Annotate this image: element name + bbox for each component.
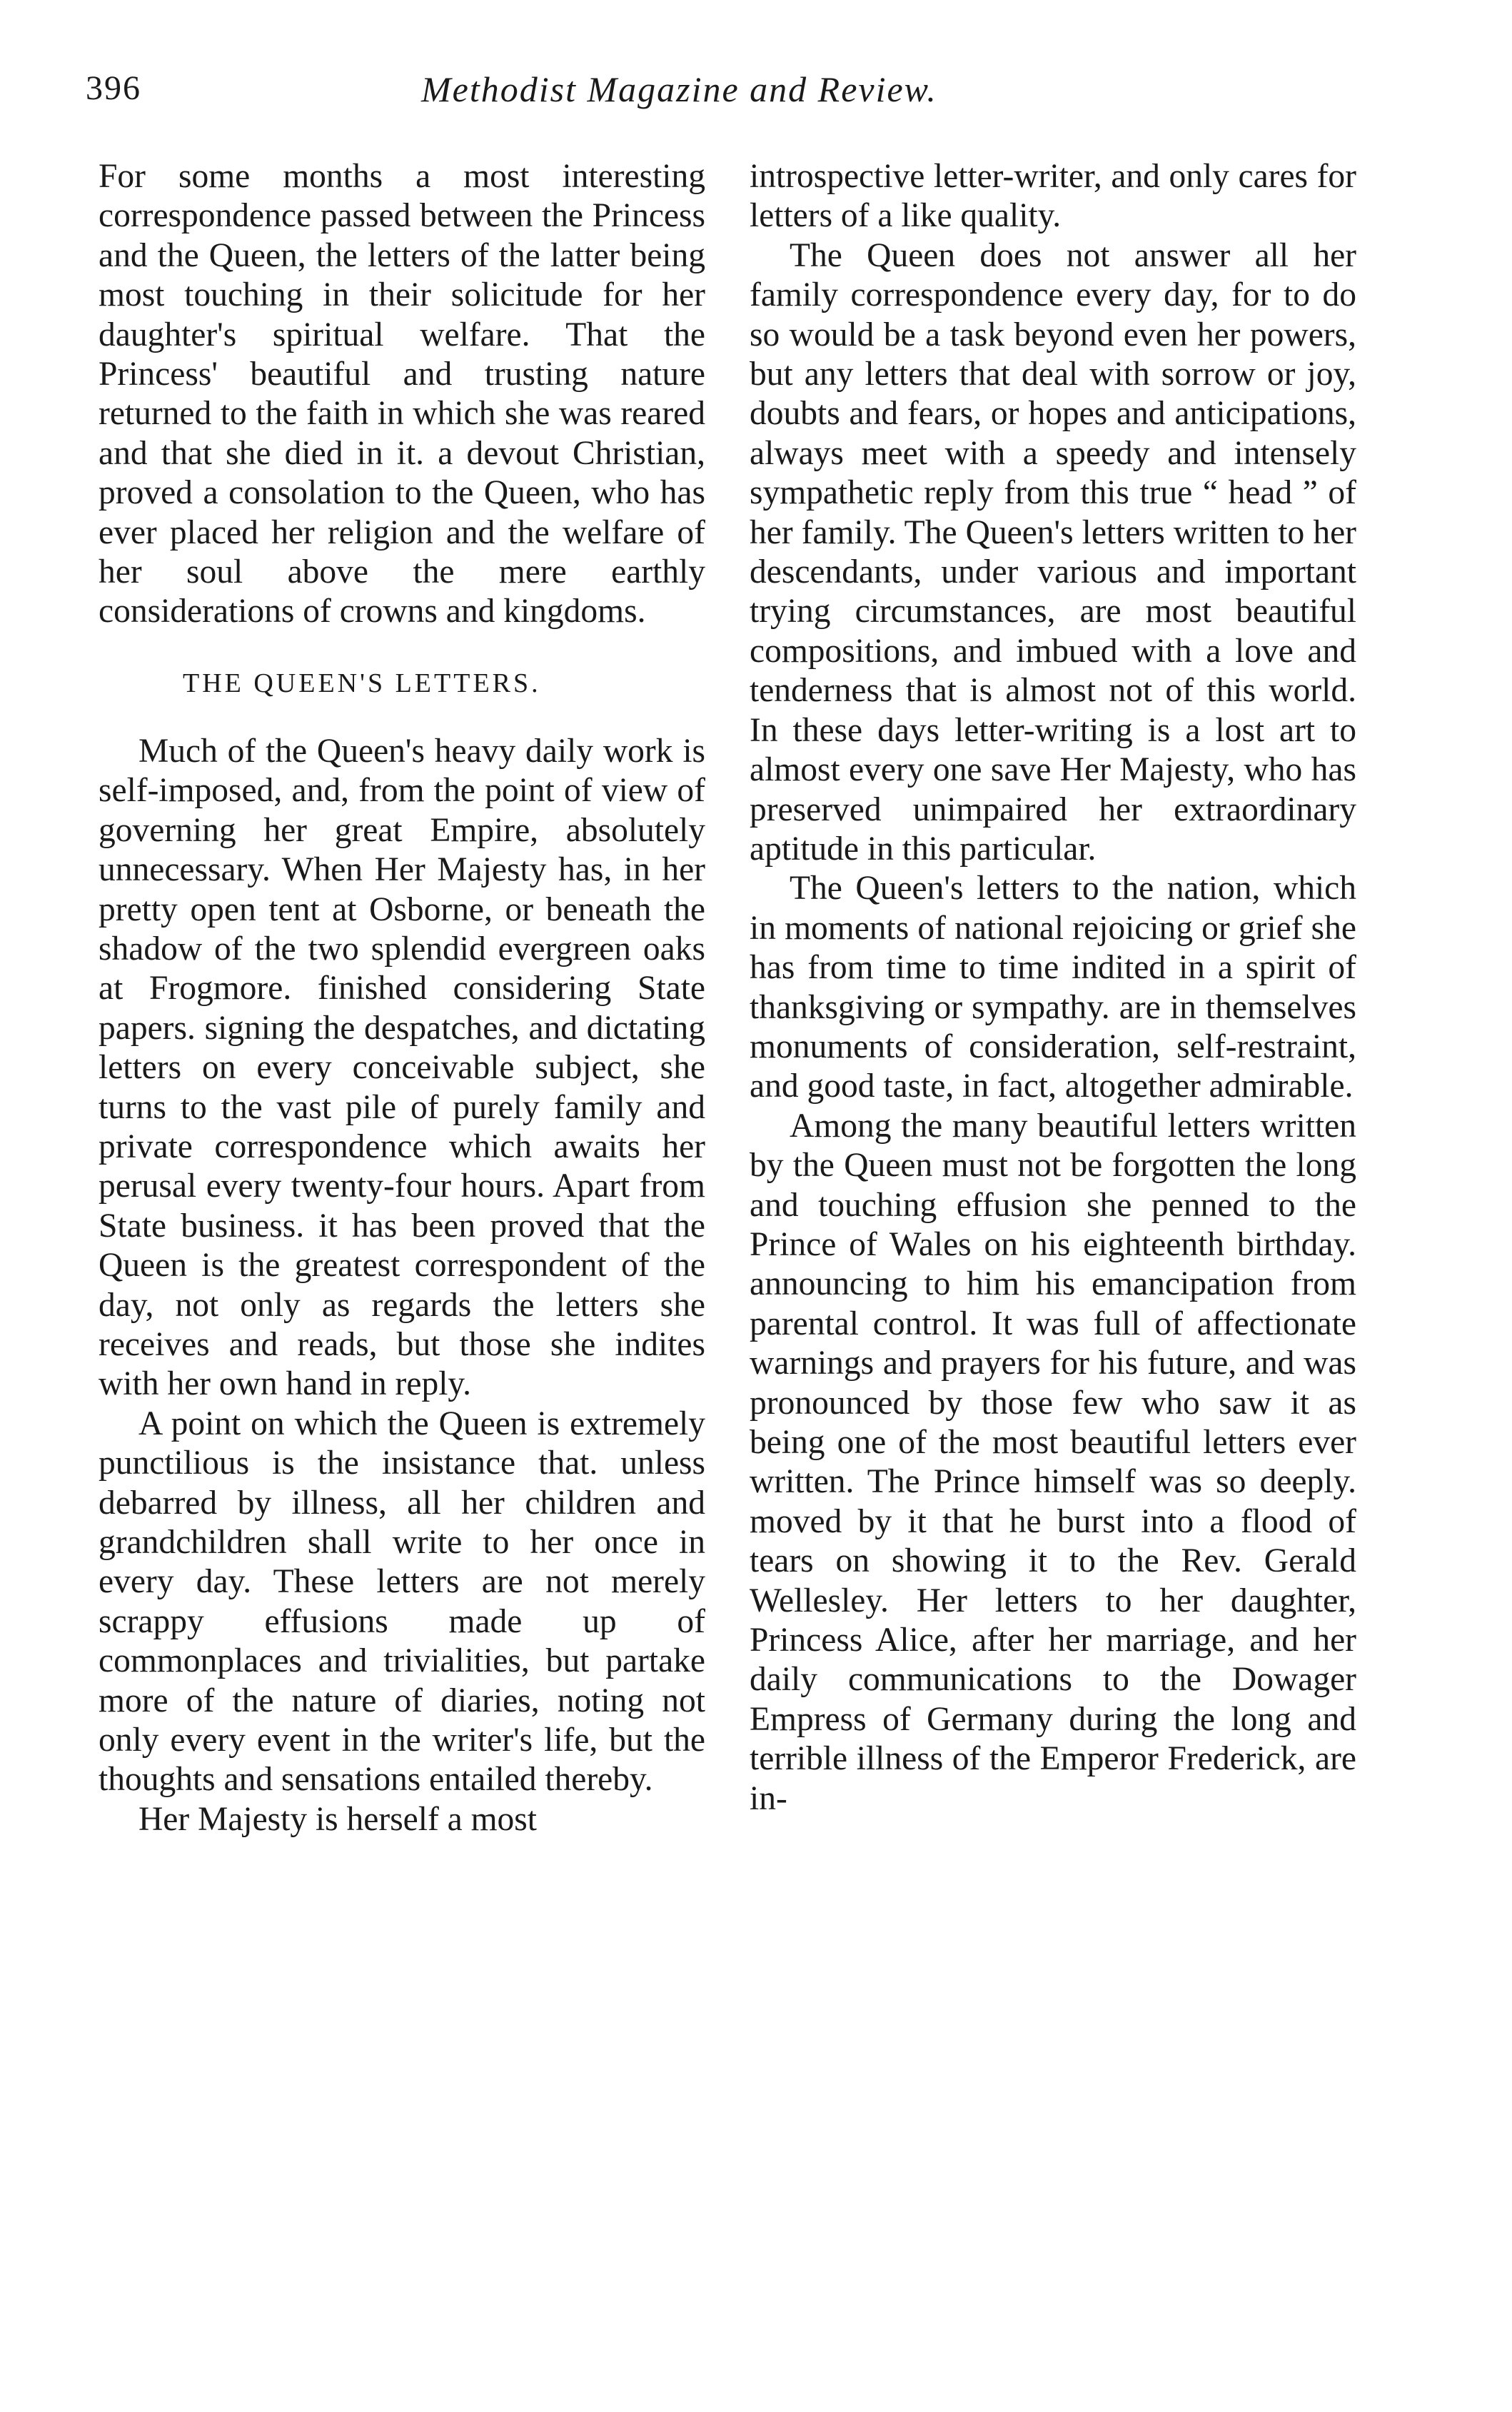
page-number: 396 [86,69,141,107]
right-column [750,157,1356,1819]
paragraph: A point on which the Queen is extremely punctilious is the insistance that. unless debarred by illness, all her children and grandchildren shall write to her once in every day. These letters are not merely scrappy effusions made up of commonplaces and trivialities, but partake more of the nature of diaries, noting not only every event in the writer's life, but the thoughts and sensations entailed thereby. [99,1405,705,1799]
left-column [99,157,705,1839]
paragraph: Among the many beautiful letters written by the Queen must not be forgotten the long and touching effusion she penned to the Prince of Wales on his eighteenth birthday. announcing to him his emancipation from parental control. It was full of affectionate warnings and prayers for his future, and was pronounced by those few who saw it as being one of the most beautiful letters ever written. The Prince himself was so deeply. moved by it that he burst into a flood of tears on showing it to the Rev. Gerald Wellesley. Her letters to her daughter, Princess Alice, after her marriage, and her daily communications to the Dowager Empress of Germany during the long and terrible illness of the Emperor Frederick, are in- [750,1107,1356,1817]
paragraph: Her Majesty is herself a most [138,1800,537,1838]
paragraph-continued: introspective letter-writer, and only cares for letters of a like quality. [750,158,1356,235]
paragraph: The Queen does not answer all her family correspondence every day, for to do so would be a task beyond even her powers, but any letters that deal with sorrow or joy, doubts and fears, or hopes and anticipations, always meet with a speedy and intensely sympathetic reply from this true “ head ” of her family. The Queen's letters written to her descendants, under various and important trying circumstances, are most beautiful compositions, and imbued with a love and tenderness that is almost not of this world. In these days letter-writing is a lost art to almost every one save Her Majesty, who has preserved unimpaired her extraordinary aptitude in this particular. [750,236,1356,868]
paragraph: For some months a most interesting correspondence passed between the Princess and the Queen, the letters of the latter being most touching in their solicitude for her daughter's spiritual welfare. That the Princess' beautiful and trusting nature returned to the faith in which she was reared and that she died in it. a devout Christian, proved a consolation to the Queen, who has ever placed her religion and the welfare of her soul above the mere earthly considerations of crowns and kingdoms. [99,158,705,630]
running-head [86,69,1385,126]
paragraph: The Queen's letters to the nation, which in moments of national rejoicing or grief she has from time to time indited in a spirit of thanksgiving or sympathy. are in themselves monuments of consideration, self-restraint, and good taste, in fact, altogether admirable. [750,870,1356,1105]
journal-title: Methodist Magazine and Review. [421,69,937,109]
section-heading: THE QUEEN'S LETTERS. [183,668,541,698]
paragraph: Much of the Queen's heavy daily work is self-imposed, and, from the point of view of governing her great Empire, absolutely unnecessary. When Her Majesty has, in her pretty open tent at Osborne, or beneath the shadow of the two splendid evergreen oaks at Frogmore. finished considering State papers. signing the despatches, and dictating letters on every conceivable subject, she turns to the vast pile of purely family and private correspondence which awaits her perusal every twenty-four hours. Apart from State business. it has been proved that the Queen is the greatest correspondent of the day, not only as regards the letters she receives and reads, but those she indites with her own hand in reply. [99,732,705,1403]
